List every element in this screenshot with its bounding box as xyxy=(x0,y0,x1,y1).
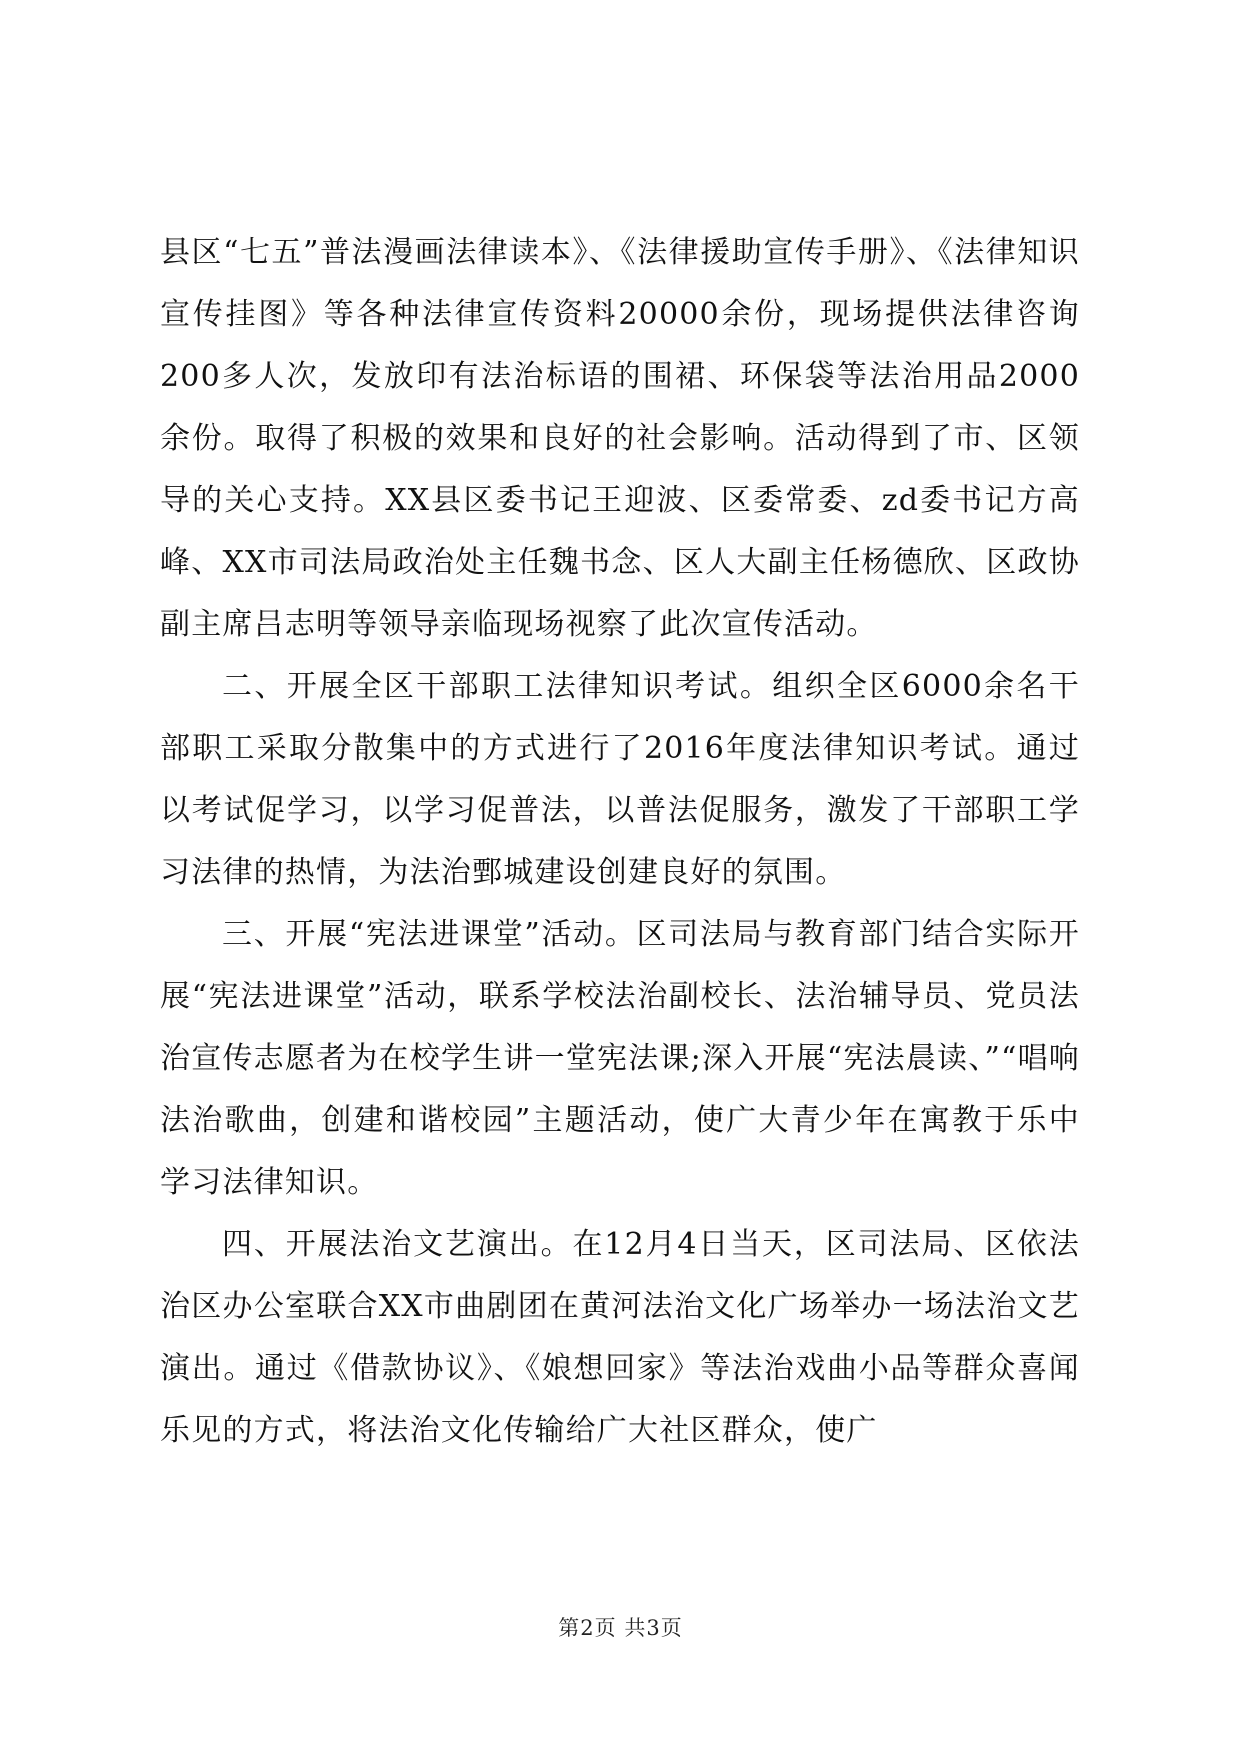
paragraph-section-4: 四、开展法治文艺演出。在12月4日当天，区司法局、区依法治区办公室联合XX市曲剧团在黄河法治文化广场举办一场法治文艺演出。通过《借款协议》、《娘想回家》等法治戏曲小品等群众喜闻乐见的方式，将法治文化传输给广大社区群众，使广 xyxy=(160,1227,1080,1448)
paragraph-section-3: 三、开展“宪法进课堂”活动。区司法局与教育部门结合实际开展“宪法进课堂”活动，联系学校法治副校长、法治辅导员、党员法治宣传志愿者为在校学生讲一堂宪法课;深入开展“宪法晨读、”“唱响法治歌曲，创建和谐校园”主题活动，使广大青少年在寓教于乐中学习法律知识。 xyxy=(160,917,1080,1200)
paragraph-continuation: 县区“七五”普法漫画法律读本》、《法律援助宣传手册》、《法律知识宣传挂图》等各种法律宣传资料20000余份，现场提供法律咨询200多人次，发放印有法治标语的围裙、环保袋等法治用品2000余份。取得了积极的效果和良好的社会影响。活动得到了市、区领导的关心支持。XX县区委书记王迎波、区委常委、zd委书记方高峰、XX市司法局政治处主任魏书念、区人大副主任杨德欣、区政协副主席吕志明等领导亲临现场视察了此次宣传活动。 xyxy=(160,235,1080,642)
document-body xyxy=(160,222,1080,1462)
page-number-footer: 第2页 共3页 xyxy=(558,1616,683,1640)
paragraph-section-2: 二、开展全区干部职工法律知识考试。组织全区6000余名干部职工采取分散集中的方式进行了2016年度法律知识考试。通过以考试促学习，以学习促普法，以普法促服务，激发了干部职工学习法律的热情，为法治鄄城建设创建良好的氛围。 xyxy=(160,669,1080,890)
